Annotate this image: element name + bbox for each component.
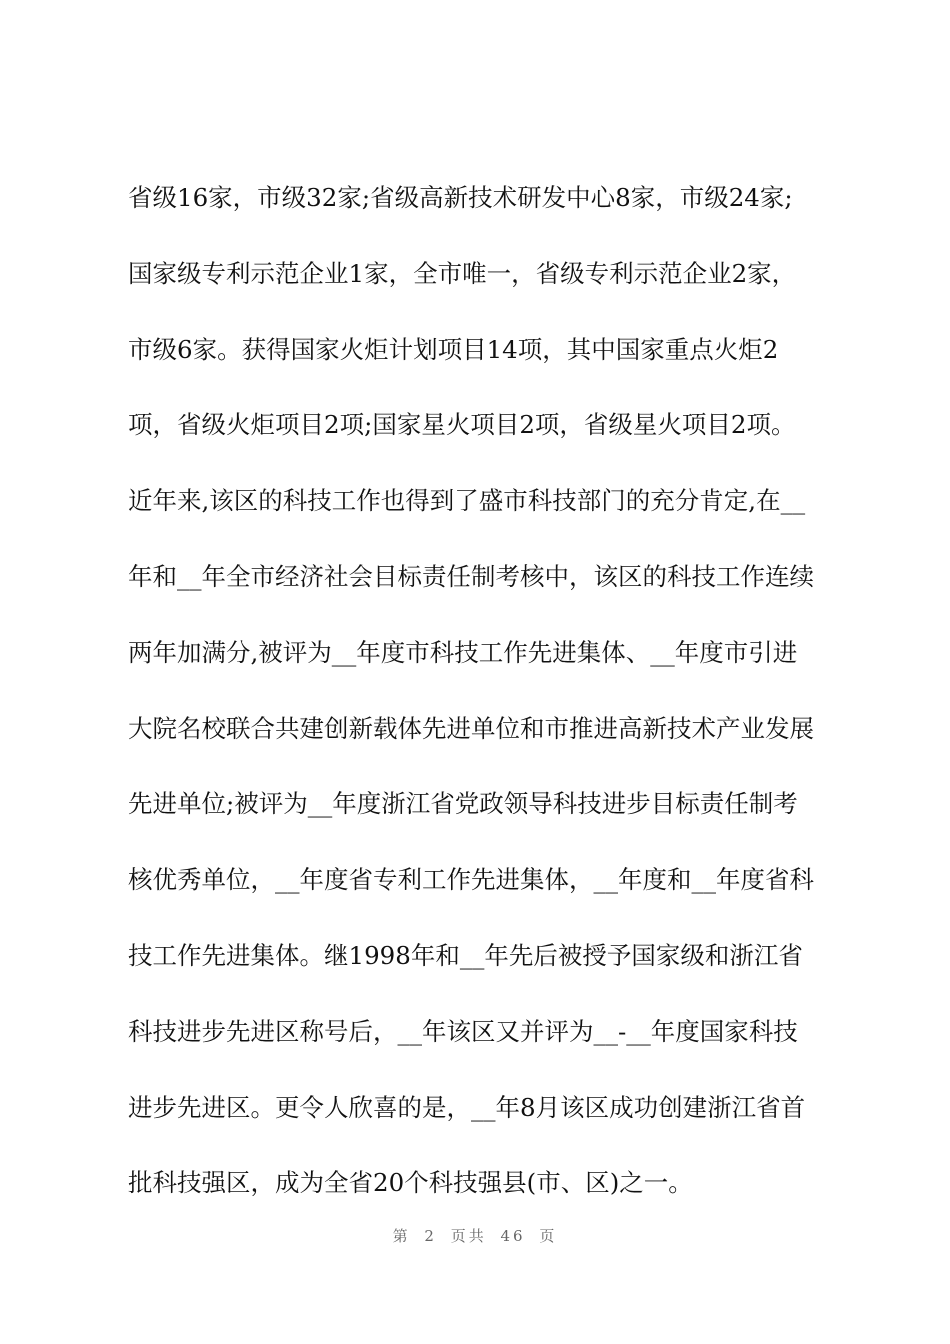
text-line: 两年加满分,被评为__年度市科技工作先进集体、__年度市引进 — [128, 637, 798, 667]
text-line: 先进单位;被评为__年度浙江省党政领导科技进步目标责任制考 — [128, 789, 798, 819]
text-line: 进步先进区。更令人欣喜的是，__年8月该区成功创建浙江省首 — [128, 1092, 806, 1122]
text-line: 批科技强区，成为全省20个科技强县(市、区)之一。 — [128, 1168, 693, 1198]
text-line: 核优秀单位，__年度省专利工作先进集体，__年度和__年度省科 — [128, 865, 814, 895]
text-line: 近年来,该区的科技工作也得到了盛市科技部门的充分肯定,在__ — [128, 486, 806, 516]
text-line: 大院名校联合共建创新载体先进单位和市推进高新技术产业发展 — [128, 713, 814, 743]
text-line: 国家级专利示范企业1家，全市唯一，省级专利示范企业2家， — [128, 258, 797, 288]
text-line: 年和__年全市经济社会目标责任制考核中，该区的科技工作连续 — [128, 561, 814, 591]
text-line: 项，省级火炬项目2项;国家星火项目2项，省级星火项目2项。 — [128, 410, 796, 440]
page-number-footer: 第 2 页共 46 页 — [392, 1227, 558, 1245]
text-line: 技工作先进集体。继1998年和__年先后被授予国家级和浙江省 — [128, 940, 803, 970]
text-line: 科技进步先进区称号后，__年该区又并评为__-__年度国家科技 — [128, 1016, 798, 1046]
text-line: 市级6家。获得国家火炬计划项目14项，其中国家重点火炬2 — [128, 334, 779, 364]
text-line: 省级16家，市级32家;省级高新技术研发中心8家，市级24家; — [128, 183, 793, 212]
document-body — [128, 170, 848, 1231]
